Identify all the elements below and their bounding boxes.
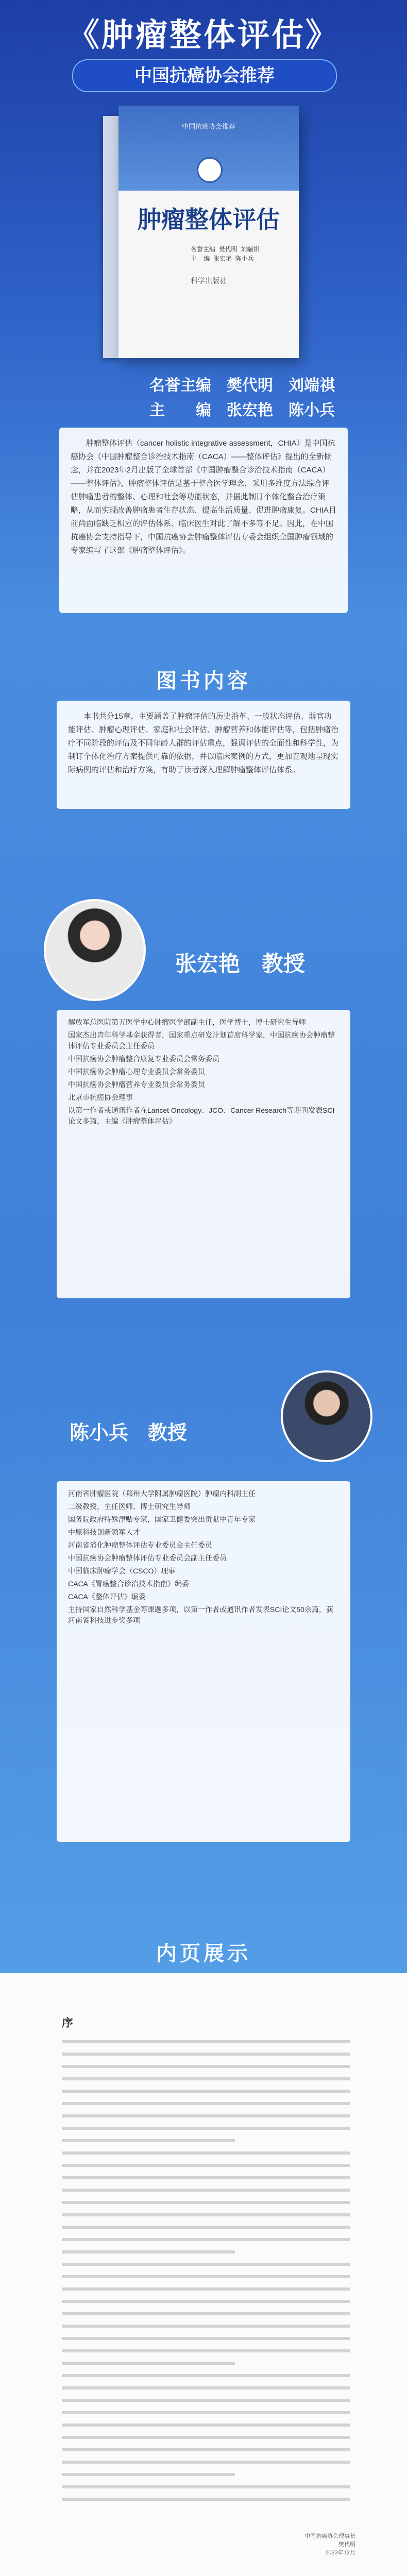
book-front [118, 106, 299, 358]
association-logo-icon [197, 157, 223, 183]
text-line-placeholder [62, 2226, 350, 2229]
text-line-placeholder [62, 2077, 350, 2080]
author1-name: 张宏艳 教授 [175, 952, 306, 976]
bio-line: 北京市抗癌协会理事 [68, 1093, 133, 1101]
bio-line: 国家杰出青年科学基金获得者，国家重点研发计划首席科学家，中国抗癌协会肿瘤整体评估专业委员会主任委员 [68, 1031, 335, 1050]
text-line-placeholder [62, 2349, 350, 2352]
honorary-editors: 名誉主编 樊代明 刘端祺 [149, 377, 335, 394]
bio-line: 河南省消化肿瘤整体评估专业委员会主任委员 [68, 1541, 212, 1549]
text-line-placeholder [62, 2238, 350, 2241]
sample-page [0, 1973, 407, 2576]
chief-editors: 主 编 张宏艳 陈小兵 [149, 402, 335, 419]
text-line-placeholder [62, 2312, 350, 2315]
sample-page-heading: 序 [62, 2016, 74, 2029]
book-spine [103, 116, 121, 358]
sample-page-signature: 中国抗癌协会理事长 樊代明 2023年12月 [304, 2533, 355, 2556]
bio-line: 中国抗癌协会肿瘤整体评估专业委员会副主任委员 [68, 1554, 227, 1562]
bio-line: 二级教授，主任医师，博士研究生导师 [68, 1502, 191, 1511]
content-panel [57, 701, 350, 809]
text-line-placeholder [62, 2151, 350, 2155]
bio-line: 中原科技创新领军人才 [68, 1528, 140, 1536]
sample-section-title: 内页展示 [156, 1942, 251, 1965]
book-editors: 名誉主编 樊代明 刘端祺 主 编 张宏艳 陈小兵 [191, 246, 260, 262]
sample-page-text [62, 2040, 350, 2510]
text-line-placeholder [62, 2498, 350, 2501]
text-line-placeholder [62, 2176, 350, 2179]
intro-panel [59, 428, 348, 613]
author2-bio [68, 1488, 339, 1628]
page-title: 《肿瘤整体评估》 [67, 16, 340, 54]
editors-block [149, 374, 335, 423]
book-band [118, 106, 299, 191]
text-line-placeholder [62, 2448, 350, 2451]
text-line-placeholder [62, 2053, 350, 2056]
text-line-placeholder [62, 2164, 350, 2167]
text-line-placeholder [62, 2040, 350, 2043]
text-line-placeholder [62, 2374, 350, 2377]
author1-bio [68, 1017, 339, 1129]
author2-photo [281, 1370, 372, 1462]
text-line-placeholder [62, 2485, 350, 2488]
content-text: 本书共分15章，主要涵盖了肿瘤评估的历史沿革、一般状态评估、器官功能评估、肿瘤心理评估、家庭和社会评估、肿瘤营养和体能评估等，包括肿瘤治疗不同阶段的评估及不同年龄人群的评估重点，强调评估的全面性和科学性，为制订个体化治疗方案提供可靠的依据，并以临床案例的方式，更加直观地呈现实际病例的评估和治疗方案，有助于读者深入理解肿瘤整体评估体系。 [68, 712, 339, 774]
text-line-placeholder [62, 2287, 350, 2291]
text-line-placeholder [62, 2325, 350, 2328]
text-line-placeholder [62, 2411, 350, 2414]
author1-photo [44, 899, 146, 1001]
text-line-placeholder [62, 2102, 350, 2105]
text-line-placeholder [62, 2300, 350, 2303]
book-title: 肿瘤整体评估 [138, 206, 280, 233]
bio-line: 中国抗癌协会肿瘤整合康复专业委员会常务委员 [68, 1055, 219, 1063]
text-line-placeholder [62, 2127, 350, 2130]
text-line-placeholder [62, 2263, 350, 2266]
text-line-placeholder [62, 2362, 235, 2365]
bio-line: 国务院政府特殊津贴专家，国家卫健委突出贡献中青年专家 [68, 1515, 256, 1523]
book-series-label: 中国抗癌协会推荐 [181, 123, 235, 130]
author2-bio-panel [57, 1481, 350, 1842]
text-line-placeholder [62, 2337, 350, 2340]
author2-name: 陈小兵 教授 [70, 1422, 188, 1444]
bio-line: CACA《胃癌整合诊治技术指南》编委 [68, 1580, 189, 1588]
bio-line: 中国临床肿瘤学会（CSCO）理事 [68, 1567, 176, 1575]
bio-line: CACA《整体评估》编委 [68, 1592, 146, 1601]
text-line-placeholder [62, 2275, 350, 2278]
bio-line: 以第一作者或通讯作者在Lancet Oncology、JCO、Cancer Research等期刊发表SCI论文多篇，主编《肿瘤整体评估》 [68, 1106, 335, 1125]
book-cover-image [103, 106, 304, 363]
text-line-placeholder [62, 2213, 350, 2216]
text-line-placeholder [62, 2114, 350, 2117]
text-line-placeholder [62, 2065, 350, 2068]
bio-line: 中国抗癌协会肿瘤营养专业委员会常务委员 [68, 1080, 205, 1089]
intro-text: 肿瘤整体评估（cancer holistic integrative assessment，CHIA）是中国抗癌协会《中国肿瘤整合诊治技术指南（CACA）——整体评估》提出的全新概念，并在2023年2月出版了全球首部《中国肿瘤整合诊治技术指南（CACA）——整体评估》，肿瘤整体评估是基于整合医学理念，采用多维度方法综合评估肿瘤患者的整体、心理和社会等功能状态，并据此制订个体化整合治疗策略，从而实现改善肿瘤患者生存状态、提高生活质量、促进肿瘤康复。CHIA目前尚面临缺乏相应的评估体系、临床医生对此了解不多等不足。因此，在中国抗癌协会支持指导下，中国抗癌协会肿瘤整体评估专委会组织全国肿瘤领域的专家编写了这部《肿瘤整体评估》。 [71, 439, 336, 555]
text-line-placeholder [62, 2473, 235, 2476]
text-line-placeholder [62, 2139, 235, 2142]
text-line-placeholder [62, 2250, 235, 2253]
text-line-placeholder [62, 2201, 350, 2204]
subtitle-badge: 中国抗癌协会推荐 [72, 59, 337, 92]
text-line-placeholder [62, 2436, 350, 2439]
content-section-title: 图书内容 [156, 670, 251, 692]
text-line-placeholder [62, 2386, 350, 2389]
author1-bio-panel [57, 1010, 350, 1298]
bio-line: 中国抗癌协会肿瘤心理专业委员会常务委员 [68, 1067, 205, 1076]
text-line-placeholder [62, 2461, 350, 2464]
text-line-placeholder [62, 2189, 350, 2192]
bio-line: 解放军总医院第五医学中心肿瘤医学部副主任，医学博士，博士研究生导师 [68, 1018, 306, 1026]
text-line-placeholder [62, 2399, 350, 2402]
bio-line: 主持国家自然科学基金等课题多项，以第一作者或通讯作者发表SCI论文50余篇，获河南省科技进步奖多项 [68, 1605, 333, 1624]
text-line-placeholder [62, 2424, 350, 2427]
text-line-placeholder [62, 2090, 350, 2093]
bio-line: 河南省肿瘤医院（郑州大学附属肿瘤医院）肿瘤内科副主任 [68, 1489, 256, 1498]
book-publisher: 科学出版社 [191, 277, 227, 285]
